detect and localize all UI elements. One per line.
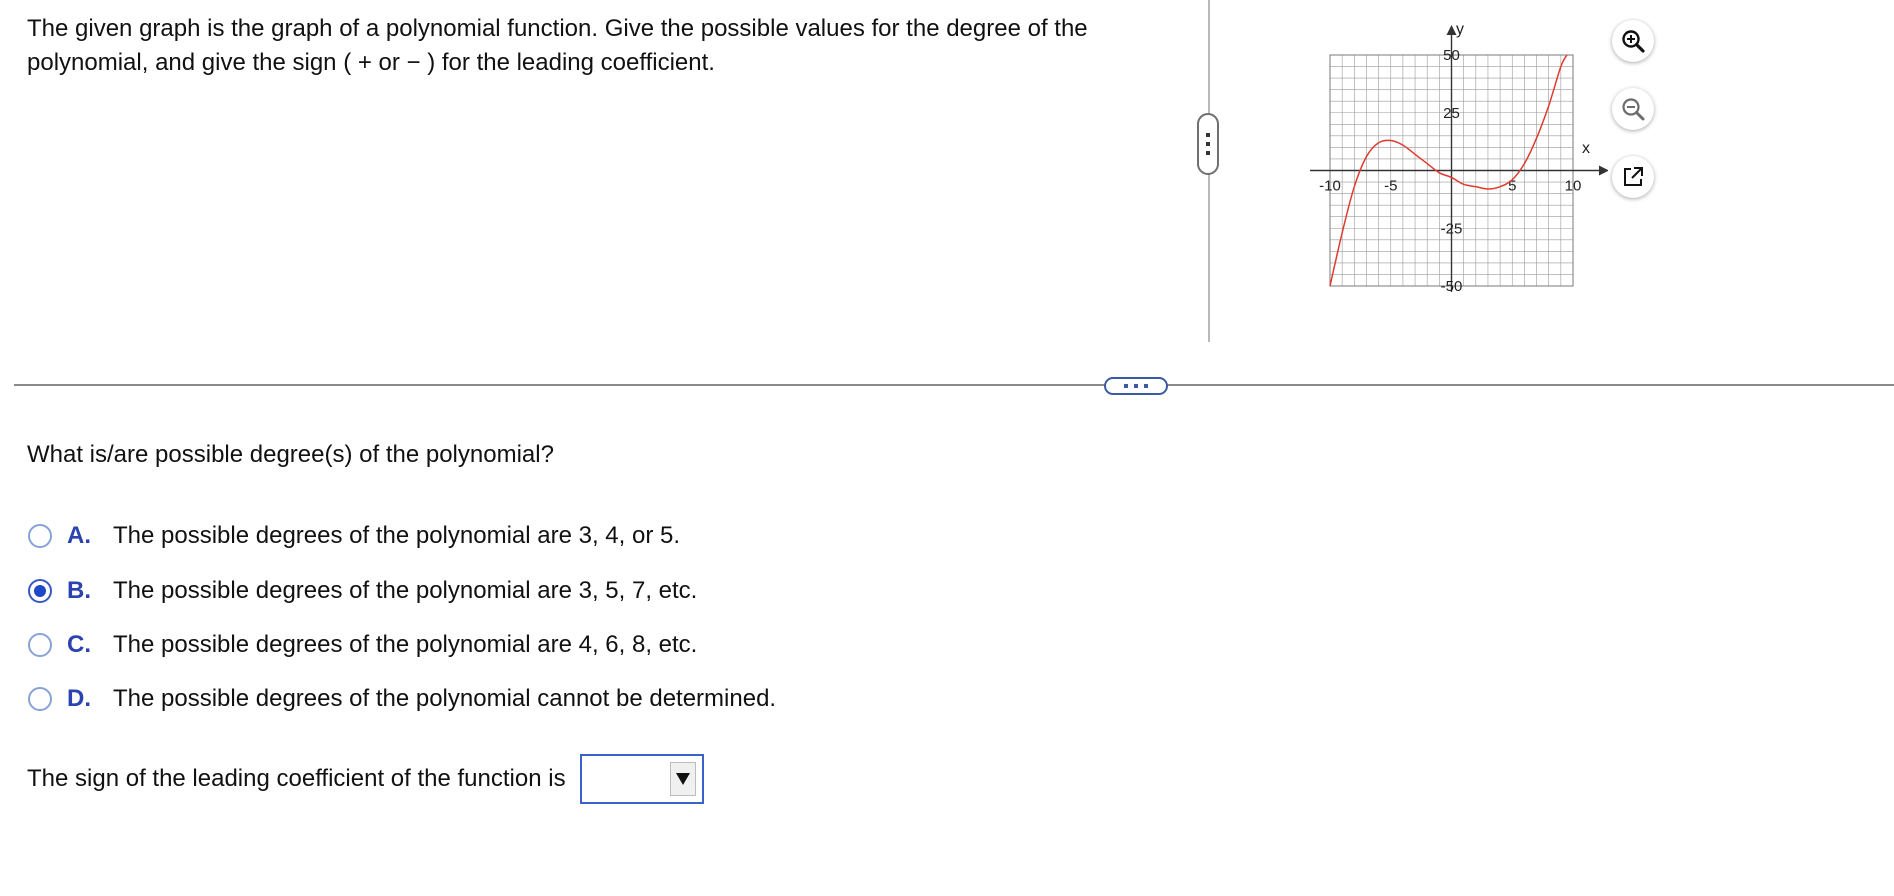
zoom-out-button[interactable]	[1612, 88, 1654, 130]
option-letter: B.	[67, 577, 91, 604]
y-tick-label: -50	[1440, 278, 1463, 295]
option-text: The possible degrees of the polynomial cannot be determined.	[113, 685, 777, 712]
option-letter: A.	[67, 522, 91, 549]
graph-axes	[1310, 25, 1608, 292]
radio-button[interactable]	[28, 524, 52, 548]
option-letter: C.	[67, 631, 91, 658]
zoom-in-button[interactable]	[1612, 20, 1654, 62]
popout-button[interactable]	[1612, 156, 1654, 198]
y-axis-label: y	[1456, 21, 1464, 38]
radio-button[interactable]	[28, 687, 52, 711]
degree-prompt: What is/are possible degree(s) of the polynomial?	[27, 441, 554, 468]
y-tick-label: -25	[1440, 220, 1463, 238]
vertical-resize-handle[interactable]	[1197, 113, 1219, 175]
sign-select[interactable]	[580, 754, 704, 804]
option-d[interactable]	[28, 681, 776, 717]
option-a[interactable]	[28, 518, 680, 554]
zoom-in-icon	[1620, 28, 1646, 54]
radio-button[interactable]	[28, 579, 52, 603]
option-b[interactable]	[28, 573, 697, 609]
option-text: The possible degrees of the polynomial are 3, 4, or 5.	[113, 522, 680, 549]
option-c[interactable]	[28, 627, 697, 663]
polynomial-graph	[1306, 15, 1608, 304]
y-axis-arrow-icon	[1447, 25, 1457, 35]
question-text: The given graph is the graph of a polynomial function. Give the possible values for the degree of the polynomial, and give the sign ( + or − ) for the leading coefficient.	[27, 15, 1088, 76]
y-tick-label: 50	[1443, 47, 1460, 64]
y-tick-label: 25	[1443, 104, 1460, 122]
option-text: The possible degrees of the polynomial are 4, 6, 8, etc.	[113, 631, 698, 658]
dropdown-arrow-icon[interactable]	[670, 762, 696, 796]
x-tick-label: 10	[1564, 177, 1582, 195]
horizontal-resize-handle[interactable]	[1104, 377, 1168, 395]
option-letter: D.	[67, 685, 91, 712]
sign-prompt: The sign of the leading coefficient of the function is	[27, 765, 566, 792]
sign-row	[27, 754, 704, 804]
x-tick-label: -10	[1319, 177, 1341, 195]
x-tick-label: 5	[1508, 177, 1517, 195]
x-axis-arrow-icon	[1599, 166, 1608, 176]
horizontal-divider	[14, 384, 1894, 386]
option-text: The possible degrees of the polynomial are 3, 5, 7, etc.	[113, 577, 698, 604]
zoom-out-icon	[1620, 96, 1646, 122]
x-tick-label: -5	[1384, 177, 1398, 195]
radio-button[interactable]	[28, 633, 52, 657]
external-link-icon	[1621, 165, 1645, 189]
x-axis-label: x	[1582, 140, 1590, 157]
